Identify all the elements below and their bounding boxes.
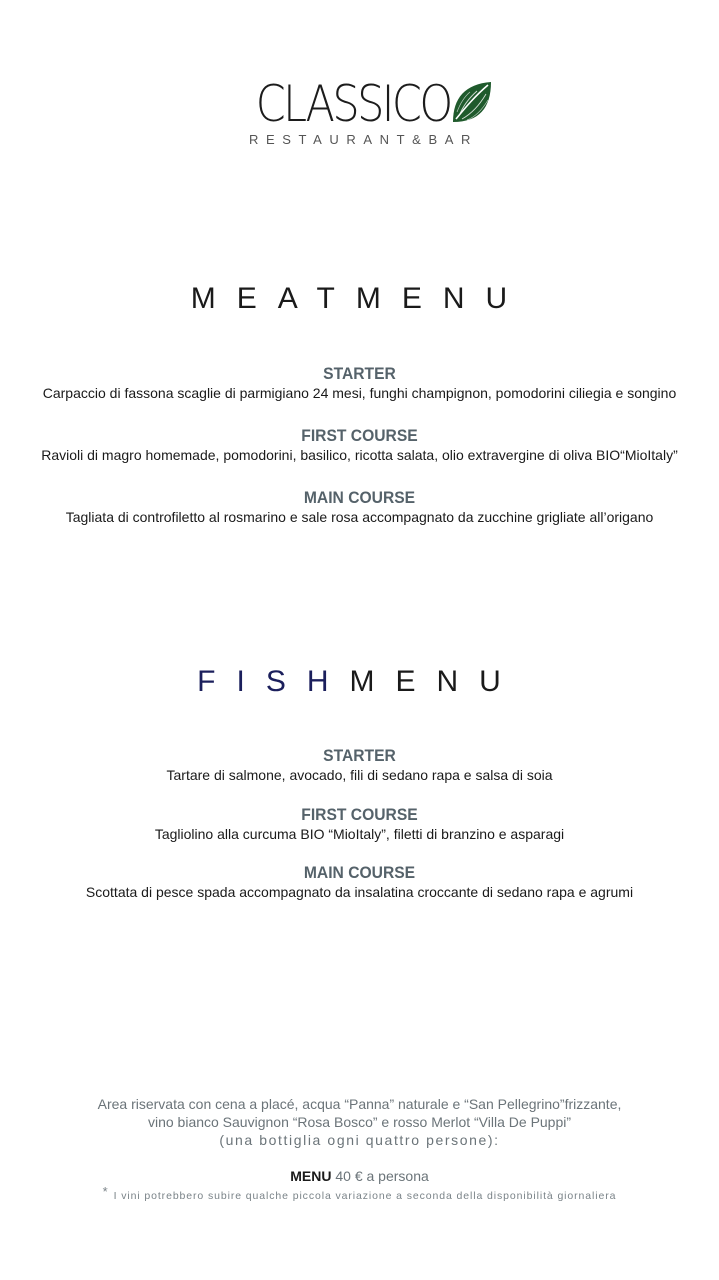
- footer-line-3: (una bottiglia ogni quattro persone):: [219, 1132, 500, 1148]
- brand-tagline: RESTAURANT&BAR: [249, 132, 478, 147]
- meat-first-course: [0, 426, 719, 464]
- fish-heading-accent: FISH: [197, 665, 350, 698]
- menu-footer: [0, 1095, 719, 1202]
- meat-heading-rest: MENU: [355, 282, 529, 315]
- course-description: Ravioli di magro homemade, pomodorini, basilico, ricotta salata, olio extravergine di oliva BIO“MioItaly”: [41, 447, 678, 463]
- footer-line-1: Area riservata con cena a placé, acqua “Panna” naturale e “San Pellegrino”frizzante,: [97, 1096, 622, 1112]
- disclaimer-mark: *: [102, 1184, 109, 1199]
- course-title: MAIN COURSE: [303, 863, 416, 882]
- disclaimer: [0, 1184, 719, 1202]
- course-description: Scottata di pesce spada accompagnato da insalatina croccante di sedano rapa e agrumi: [85, 884, 634, 900]
- course-title: FIRST COURSE: [301, 805, 418, 824]
- course-title: STARTER: [323, 364, 396, 383]
- meat-starter: [0, 364, 719, 402]
- disclaimer-text: I vini potrebbero subire qualche piccola variazione a seconda della disponibilità giornaliera: [113, 1190, 617, 1202]
- brand-name: CLASSICO: [255, 75, 451, 133]
- course-description: Carpaccio di fassona scaglie di parmigiano 24 mesi, funghi champignon, pomodorini ciliegia e songino: [42, 385, 677, 401]
- course-description: Tartare di salmone, avocado, fili di sedano rapa e salsa di soia: [166, 767, 553, 783]
- meat-menu-heading: [0, 282, 719, 316]
- course-description: Tagliolino alla curcuma BIO “MioItaly”, filetti di branzino e asparagi: [154, 826, 565, 842]
- footer-line-2: vino bianco Sauvignon “Rosa Bosco” e rosso Merlot “Villa De Puppi”: [147, 1114, 572, 1130]
- restaurant-logo: [0, 76, 719, 147]
- meat-main-course: [0, 488, 719, 526]
- leaf-icon: [447, 78, 495, 126]
- fish-menu-heading: [0, 665, 719, 699]
- price-label: MENU: [290, 1168, 336, 1184]
- fish-first-course: [0, 805, 719, 843]
- fish-main-course: [0, 863, 719, 901]
- fish-starter: [0, 746, 719, 784]
- fish-heading-rest: MENU: [349, 665, 522, 698]
- logo-row: [224, 76, 495, 132]
- price-row: [0, 1167, 719, 1185]
- course-title: STARTER: [323, 746, 396, 765]
- course-title: FIRST COURSE: [301, 426, 418, 445]
- course-title: MAIN COURSE: [303, 488, 416, 507]
- course-description: Tagliata di controfiletto al rosmarino e sale rosa accompagnato da zucchine grigliate all’origano: [65, 509, 654, 525]
- price-value: 40 € a persona: [335, 1168, 429, 1184]
- meat-heading-accent: MEAT: [190, 282, 356, 315]
